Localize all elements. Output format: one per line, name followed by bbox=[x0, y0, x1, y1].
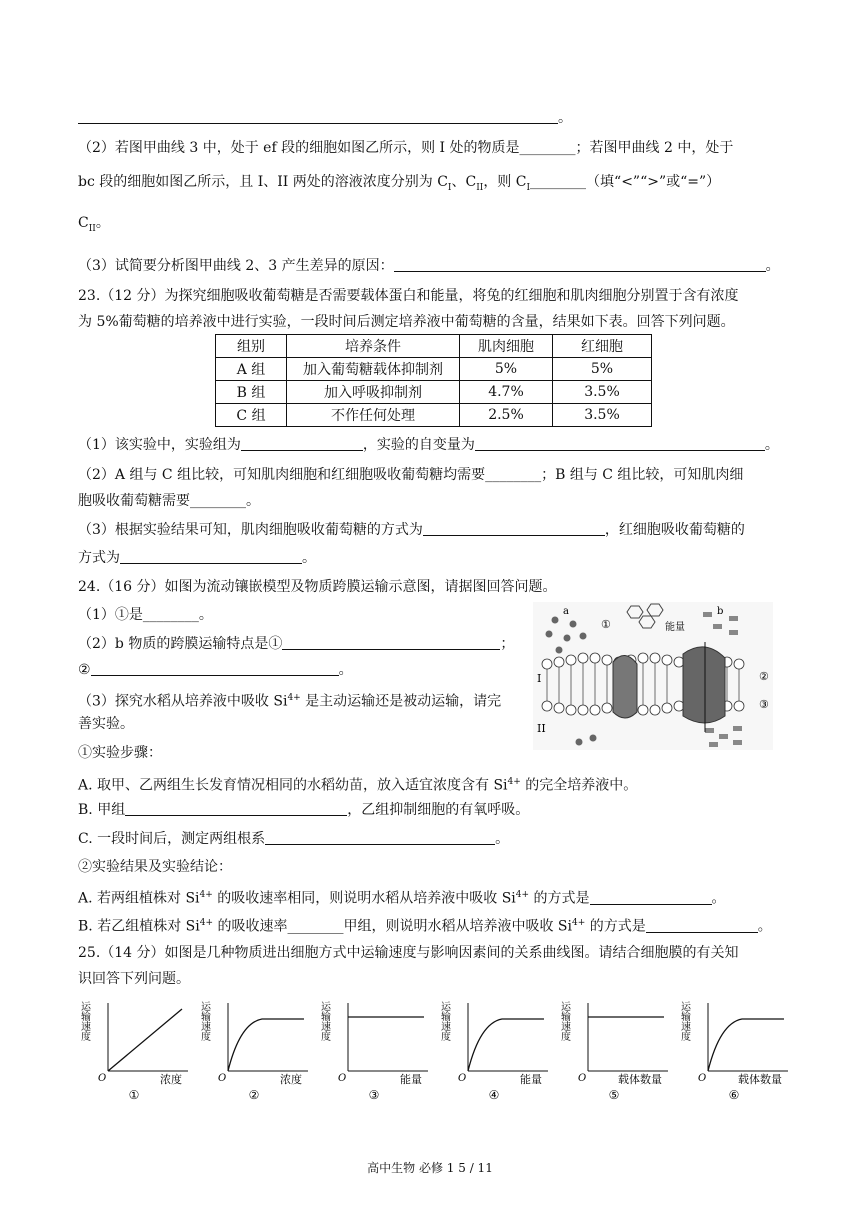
graph-origin: O bbox=[698, 1073, 707, 1084]
q24-result-a: A. 若两组植株对 $Si^{4+}$ 的吸收速率相同，则说明水稻从培养液中吸收 $Si^{4+}$ 的方式是 。 bbox=[78, 890, 726, 907]
q22-part2-line3: $C_{II}$。 bbox=[78, 215, 110, 234]
table-row bbox=[216, 358, 652, 381]
table-header: 组别 bbox=[216, 335, 287, 358]
graph-origin: O bbox=[98, 1073, 107, 1084]
q23-stem-line1: 23.（12 分）为探究细胞吸收葡萄糖是否需要载体蛋白和能量，将兔的红细胞和肌肉细胞分别置于含有浓度 bbox=[78, 288, 739, 304]
graph-number: ④ bbox=[488, 1088, 500, 1102]
graph-y-label: 运输速度 bbox=[558, 1001, 570, 1041]
table-cell: 2.5% bbox=[460, 404, 553, 427]
graph-2 bbox=[199, 1001, 309, 1102]
carrier-protein bbox=[683, 647, 725, 723]
fluid-mosaic-membrane-figure bbox=[533, 602, 773, 750]
graph-origin: O bbox=[218, 1073, 227, 1084]
graph-origin: O bbox=[578, 1073, 587, 1084]
graph-number: ① bbox=[128, 1088, 140, 1102]
q24-part2-line2: ② 。 bbox=[78, 662, 353, 678]
q24-result-heading: ②实验结果及实验结论： bbox=[78, 859, 232, 875]
q24-result-b: B. 若乙组植株对 $Si^{4+}$ 的吸收速率________甲组，则说明水稻从培养液中吸收 $Si^{4+}$ 的方式是 。 bbox=[78, 918, 772, 935]
q24-stem: 24.（16 分）如图为流动镶嵌模型及物质跨膜运输示意图，请据图回答问题。 bbox=[78, 579, 557, 595]
q25-stem-line2: 识回答下列问题。 bbox=[78, 971, 190, 987]
label-side-I: I bbox=[537, 672, 542, 685]
channel-protein bbox=[613, 655, 637, 718]
graph-origin: O bbox=[458, 1073, 467, 1084]
graph-y-label: 运输速度 bbox=[318, 1001, 330, 1041]
graph-y-label: 运输速度 bbox=[78, 1001, 90, 1041]
graph-x-label: 载体数量 bbox=[618, 1073, 662, 1086]
graph-x-label: 能量 bbox=[520, 1073, 542, 1086]
q24-part1: （1）①是________。 bbox=[78, 607, 213, 623]
q24-steps-heading: ①实验步骤： bbox=[78, 745, 162, 761]
table-cell: 4.7% bbox=[460, 381, 553, 404]
table-cell: 加入葡萄糖载体抑制剂 bbox=[287, 358, 460, 381]
graph-curve bbox=[468, 1019, 544, 1071]
q25-stem-line1: 25.（14 分）如图是几种物质进出细胞方式中运输速度与影响因素间的关系曲线图。请结合细胞膜的有关知 bbox=[78, 945, 739, 961]
table-cell: 5% bbox=[460, 358, 553, 381]
q23-part1: （1）该实验中，实验组为 ，实验的自变量为 。 bbox=[78, 437, 779, 453]
label-a: a bbox=[563, 606, 569, 617]
table-header-row bbox=[216, 335, 652, 358]
graph-curve bbox=[108, 1009, 182, 1071]
graph-x-label: 浓度 bbox=[280, 1073, 302, 1086]
table-cell: 加入呼吸抑制剂 bbox=[287, 381, 460, 404]
graph-y-label: 运输速度 bbox=[678, 1001, 690, 1041]
graph-4 bbox=[439, 1001, 549, 1102]
graph-3 bbox=[319, 1001, 429, 1102]
table-cell: 3.5% bbox=[553, 381, 652, 404]
q23-part3-line1: （3）根据实验结果可知，肌肉细胞吸收葡萄糖的方式为 ，红细胞吸收葡萄糖的 bbox=[78, 522, 745, 538]
q22-part3: （3）试简要分析图甲曲线 2、3 产生差异的原因： 。 bbox=[78, 258, 780, 274]
graph-x-label: 载体数量 bbox=[738, 1073, 782, 1086]
q24-step-c: C. 一段时间后，测定两组根系 。 bbox=[78, 831, 510, 847]
label-3: ③ bbox=[759, 698, 769, 711]
answer-line-continued: 。 bbox=[78, 108, 572, 128]
table-cell: 3.5% bbox=[553, 404, 652, 427]
q24-part3-line1: （3）探究水稻从培养液中吸收 $Si^{4+}$ 是主动运输还是被动运输，请完 bbox=[78, 693, 502, 710]
label-1: ① bbox=[601, 618, 611, 631]
label-energy: 能量 bbox=[665, 622, 685, 633]
experiment-table bbox=[215, 334, 652, 427]
label-side-II: II bbox=[537, 722, 546, 735]
q23-part3-line2: 方式为 。 bbox=[78, 550, 316, 566]
graph-1 bbox=[79, 1001, 189, 1102]
table-row bbox=[216, 404, 652, 427]
graph-curve bbox=[708, 1019, 784, 1071]
table-cell: B 组 bbox=[216, 381, 287, 404]
q23-part2-line2: 胞吸收葡萄糖需要________。 bbox=[78, 493, 260, 509]
q22-part2-line2: bc 段的细胞如图乙所示，且 I、II 两处的溶液浓度分别为 $C_I$、$C_{II}$，则 $C_I\_\_\_\_\_\_\_\_$（填“<”“>”或“=”） bbox=[78, 174, 721, 193]
label-2: ② bbox=[759, 670, 769, 683]
table-row bbox=[216, 381, 652, 404]
q23-stem-line2: 为 5%葡萄糖的培养液中进行实验，一段时间后测定培养液中葡萄糖的含量，结果如下表。回答下列问题。 bbox=[78, 314, 735, 330]
graph-x-label: 能量 bbox=[400, 1073, 422, 1086]
table-cell: A 组 bbox=[216, 358, 287, 381]
table-header: 培养条件 bbox=[287, 335, 460, 358]
graph-5 bbox=[559, 1001, 669, 1102]
graph-y-label: 运输速度 bbox=[198, 1001, 210, 1041]
table-header: 肌肉细胞 bbox=[460, 335, 553, 358]
graph-curve bbox=[228, 1019, 304, 1071]
table-cell: 不作任何处理 bbox=[287, 404, 460, 427]
page-footer: 高中生物 必修 1 5 / 11 bbox=[367, 1161, 493, 1175]
graph-y-label: 运输速度 bbox=[438, 1001, 450, 1041]
graph-number: ② bbox=[248, 1088, 260, 1102]
label-b: b bbox=[717, 606, 724, 617]
table-cell: 5% bbox=[553, 358, 652, 381]
transport-rate-graphs bbox=[78, 995, 798, 1105]
graph-number: ⑤ bbox=[608, 1088, 620, 1102]
graph-number: ⑥ bbox=[728, 1088, 740, 1102]
q24-step-b: B. 甲组 ，乙组抑制细胞的有氧呼吸。 bbox=[78, 802, 530, 818]
table-cell: C 组 bbox=[216, 404, 287, 427]
graph-6 bbox=[679, 1001, 789, 1102]
graph-number: ③ bbox=[368, 1088, 380, 1102]
table-header: 红细胞 bbox=[553, 335, 652, 358]
q24-part2-line1: （2）b 物质的跨膜运输特点是① ； bbox=[78, 636, 515, 652]
graph-origin: O bbox=[338, 1073, 347, 1084]
q24-step-a: A. 取甲、乙两组生长发育情况相同的水稻幼苗，放入适宜浓度含有 $Si^{4+}$ 的完全培养液中。 bbox=[78, 777, 638, 794]
graph-x-label: 浓度 bbox=[160, 1073, 182, 1086]
q22-part2-line1: （2）若图甲曲线 3 中，处于 ef 段的细胞如图乙所示，则 I 处的物质是________；若图甲曲线 2 中，处于 bbox=[78, 140, 734, 156]
q23-part2-line1: （2）A 组与 C 组比较，可知肌肉细胞和红细胞吸收葡萄糖均需要________；B 组与 C 组比较，可知肌肉细 bbox=[78, 467, 744, 483]
q24-part3-line2: 善实验。 bbox=[78, 716, 134, 732]
